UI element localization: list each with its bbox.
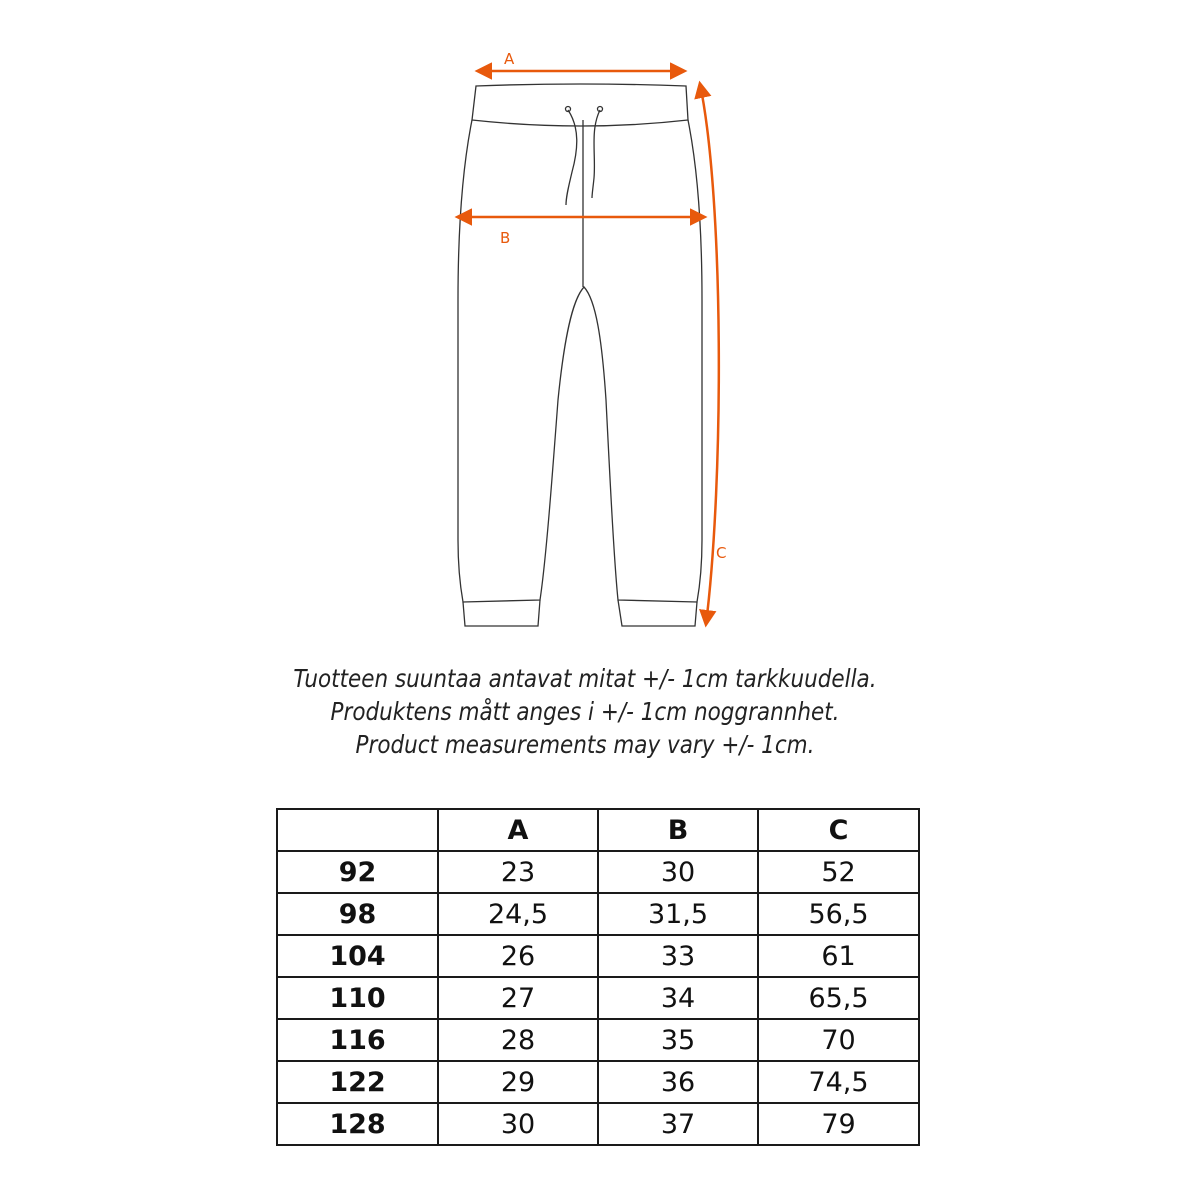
- cell-c: 65,5: [758, 977, 919, 1019]
- cell-a: 28: [438, 1019, 598, 1061]
- cell-b: 30: [598, 851, 758, 893]
- cell-c: 52: [758, 851, 919, 893]
- cell-b: 37: [598, 1103, 758, 1145]
- cell-b: 31,5: [598, 893, 758, 935]
- size-cell: 128: [277, 1103, 438, 1145]
- cell-b: 35: [598, 1019, 758, 1061]
- header-c: C: [758, 809, 919, 851]
- cuff-left: [463, 600, 540, 626]
- dimension-c-arrow: [700, 84, 719, 624]
- cell-b: 34: [598, 977, 758, 1019]
- size-cell: 92: [277, 851, 438, 893]
- pants-body: [458, 120, 702, 602]
- table-row: [277, 1061, 919, 1103]
- table-row: [277, 893, 919, 935]
- drawstring-right: [592, 110, 600, 198]
- table-row: [277, 1103, 919, 1145]
- cell-a: 26: [438, 935, 598, 977]
- drawstring-left: [566, 110, 577, 205]
- size-chart-table: [276, 808, 920, 1146]
- header-size: [277, 809, 438, 851]
- dimension-c-label: C: [716, 544, 727, 562]
- note-line-english: Product measurements may vary +/- 1cm.: [355, 730, 815, 759]
- cell-a: 23: [438, 851, 598, 893]
- cell-a: 29: [438, 1061, 598, 1103]
- cell-b: 33: [598, 935, 758, 977]
- table-row: [277, 977, 919, 1019]
- cell-a: 30: [438, 1103, 598, 1145]
- cell-c: 74,5: [758, 1061, 919, 1103]
- cell-a: 24,5: [438, 893, 598, 935]
- measurement-note: [82, 662, 1088, 761]
- size-cell: 104: [277, 935, 438, 977]
- cell-a: 27: [438, 977, 598, 1019]
- size-cell: 110: [277, 977, 438, 1019]
- size-cell: 98: [277, 893, 438, 935]
- note-line-swedish: Produktens mått anges i +/- 1cm noggrannhet.: [330, 697, 840, 726]
- size-cell: 122: [277, 1061, 438, 1103]
- note-line-finnish: Tuotteen suuntaa antavat mitat +/- 1cm tarkkuudella.: [293, 664, 877, 693]
- cell-c: 56,5: [758, 893, 919, 935]
- size-cell: 116: [277, 1019, 438, 1061]
- table-row: [277, 935, 919, 977]
- cuff-right: [618, 600, 697, 626]
- header-a: A: [438, 809, 598, 851]
- dimension-a-label: A: [504, 50, 515, 68]
- table-row: [277, 1019, 919, 1061]
- cell-b: 36: [598, 1061, 758, 1103]
- table-row: [277, 851, 919, 893]
- waistband: [472, 84, 688, 126]
- cell-c: 70: [758, 1019, 919, 1061]
- pants-outline: [458, 84, 702, 626]
- table-header-row: [277, 809, 919, 851]
- cell-c: 79: [758, 1103, 919, 1145]
- cell-c: 61: [758, 935, 919, 977]
- dimension-b-label: B: [500, 229, 511, 247]
- header-b: B: [598, 809, 758, 851]
